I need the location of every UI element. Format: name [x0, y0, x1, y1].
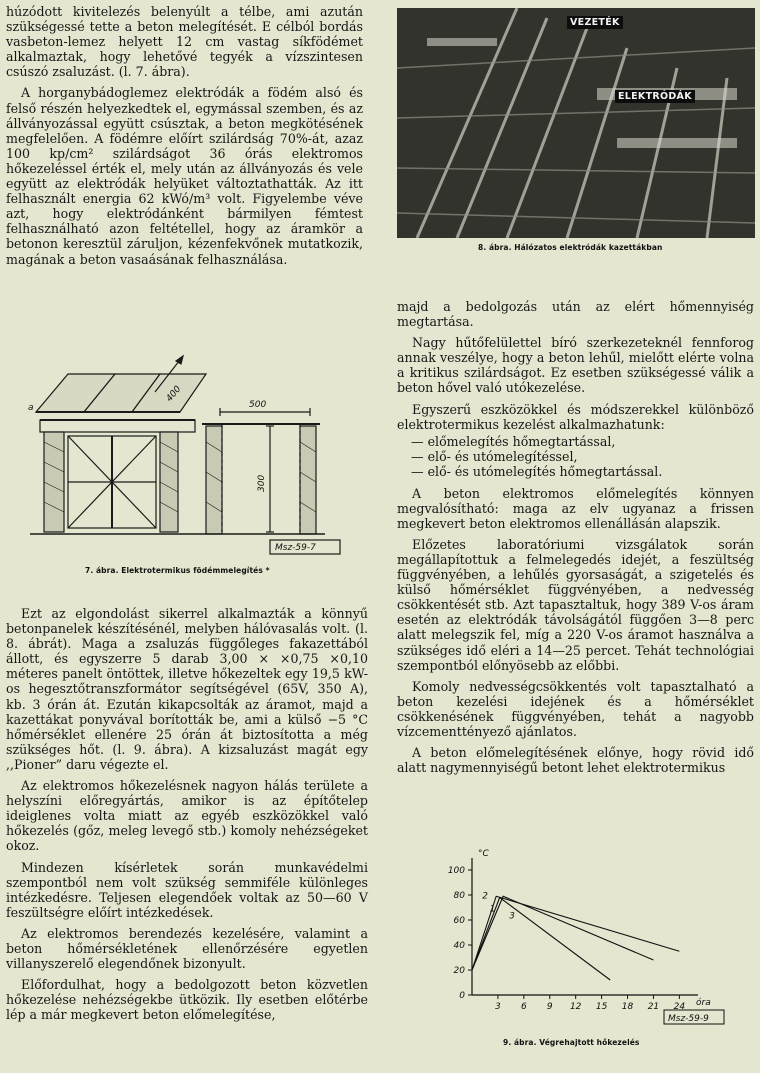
label-a: a [28, 403, 34, 413]
list-item: — előmelegítés hőmegtartással, [411, 434, 754, 449]
paragraph: A beton előmelegítésének előnye, hogy rövid idő alatt nagymennyiségű betont lehet elektrotermikus [397, 745, 754, 776]
dimension-300: 300 [257, 474, 267, 492]
y-tick-label: 60 [453, 916, 465, 926]
x-tick-label: 15 [595, 1002, 608, 1012]
x-tick-label: 21 [647, 1002, 660, 1012]
paragraph: Az elektromos hőkezelésnek nagyon hálás területe a helyszíni előregyártás, amikor is az építőtelep ideiglenes volta miatt az egyéb eszközökkel való hőkezelés (gőz, meleg levegő stb.) komoly nehézségeket okoz. [6, 778, 368, 854]
figure-9-caption: 9. ábra. Végrehajtott hőkezelés [503, 1038, 640, 1047]
series-label-3: 3 [509, 911, 515, 922]
x-tick-label: 24 [673, 1002, 686, 1012]
paragraph: Mindezen kísérletek során munkavédelmi szempontból nem volt szükség semmiféle különleges intézkedésre. Teljesen elegendőek voltak az 50—60 V feszültségre előírt intézkedések. [6, 859, 368, 920]
paragraph: Előfordulhat, hogy a bedolgozott beton közvetlen hőkezelése nehézségekbe ütközik. Ily esetben előtérbe lép a már megkevert beton előmelegítése, [6, 977, 368, 1023]
x-tick-label: 18 [621, 1002, 634, 1012]
left-column-top [6, 4, 363, 273]
figure-9-stamp: Msz-59-9 [668, 1014, 709, 1024]
x-tick-label: 3 [495, 1002, 501, 1012]
y-tick-label: 0 [459, 991, 465, 1001]
photo-texture [397, 8, 755, 238]
list-item: — elő- és utómelegítéssel, [411, 449, 754, 464]
y-tick-label: 40 [453, 941, 465, 951]
paragraph: húzódott kivitelezés belenyúlt a télbe, ami azután szükségessé tette a beton melegítését. E célból bordás vasbeton-lemez helyett 12 cm vastag síkfödémet alkalmaztak, hogy lehetővé tegyék a vízszintesen csúszó zsaluzást. (l. 7. ábra). [6, 4, 363, 80]
paragraph: Nagy hűtőfelülettel bíró szerkezeteknél fennforog annak veszélye, hogy a beton lehűl, mielőtt elérte volna a kritikus szilárdságot. Ez esetben szükségessé válik a beton hővel való utókezelése. [397, 335, 754, 396]
figure-7-stamp: Msz-59-7 [275, 543, 316, 553]
x-tick-label: 9 [546, 1002, 553, 1012]
y-tick-label: 100 [447, 866, 465, 876]
series-label-2: 2 [482, 891, 488, 902]
dimension-400: 400 [164, 384, 184, 404]
y-axis-unit: °C [478, 849, 489, 859]
tag-elektrodak: ELEKTRÓDÁK [615, 90, 695, 103]
x-tick-label: 6 [520, 1002, 527, 1012]
figure-7-caption: 7. ábra. Elektrotermikus födémmelegítés * [85, 566, 270, 575]
paragraph: Ezt az elgondolást sikerrel alkalmazták a könnyű betonpanelek készítésénél, melyben hálóvasalás volt. (l. 8. ábrát). Maga a zsaluzás függőleges fakazettából állott, és egyszerre 5 darab 3,00 × ×0,75 ×0,10 méteres panelt öntöttek, illetve hőkezeltek egy 19,5 kW-os hegesztőtranszformátor segítségével (65V, 350 A), kb. 3 órán át. Ezután kikapcsolták az áramot, majd a kazettákat ponyvával borították be, ami a külső −5 °C hőmérséklet ellenére 25 órán át biztosította a még szükséges hőt. (l. 9. ábra). A kizsaluzást magát egy ,,Pioner” daru végezte el. [6, 606, 368, 772]
paragraph: Előzetes laboratóriumi vizsgálatok során megállapítottuk a felmelegedés idejét, a feszültség függvényében, a lehűlés gyorsaságát, a szigetelés és külső hőmérséklet függvényében, a nedvesség csökkentését stb. Azt tapasztaltuk, hogy 389 V-os áram esetén az elektródák távolságától függően 3—8 perc alatt melegszik fel, míg a 220 V-os áramot használva a szükséges idő eléri a 14—25 percet. Tehát technológiai szempontból előnyösebb az előbbi. [397, 536, 754, 673]
series-line-3 [472, 896, 653, 970]
paragraph: Egyszerű eszközökkel és módszerekkel különböző elektrotermikus kezelést alkalmazhatunk: [397, 401, 754, 432]
right-column [397, 299, 754, 781]
paragraph: A horganybádoglemez elektródák a födém alsó és felső részén helyezkedtek el, egymással szemben, és az állványozással együtt csúsztak, a beton megkötésének megfelelően. A födémre előírt szilárdság 70%-át, azaz 100 kp/cm² szilárdságot 36 órás elektromos hőkezeléssel érték el, mely után az állványozás és vele együtt az elektródák helyüket változtathatták. Az itt felhasznált energia 62 kWó/m³ volt. Figyelembe véve azt, hogy elektródánként bármilyen fémtest felhasználható azon feltétellel, hogy az áramkör a betonon keresztül záruljon, kézenfekvőnek mutatkozik, magának a beton vasaásának felhasználása. [6, 85, 363, 267]
figure-9-chart [440, 840, 740, 1030]
y-tick-label: 20 [453, 966, 465, 976]
figure-7-drawing [20, 352, 360, 567]
series-line-2 [472, 896, 679, 970]
tag-vezetek: VEZETÉK [567, 16, 623, 29]
y-tick-label: 80 [453, 891, 465, 901]
x-axis-unit: óra [696, 998, 711, 1008]
figure-7 [20, 352, 360, 567]
paragraph: Az elektromos berendezés kezelésére, valamint a beton hőmérsékletének ellenőrzésére egyetlen villanyszerelő elegendőnek bizonyult. [6, 925, 368, 972]
x-tick-label: 12 [569, 1002, 582, 1012]
paragraph: Komoly nedvességcsökkentés volt tapasztalható a beton kezelési idejének és a hőmérséklet csökkenésének függvényében, tehát a nagyobb vízcementtényező ajánlatos. [397, 678, 754, 740]
method-list [397, 434, 754, 480]
series-label-1: 1 [489, 904, 496, 915]
figure-8-caption: 8. ábra. Hálózatos elektródák kazettákban [478, 243, 663, 252]
left-column-bottom [6, 606, 368, 1028]
paragraph: majd a bedolgozás után az elért hőmennyiség megtartása. [397, 299, 754, 330]
paragraph: A beton elektromos előmelegítés könnyen megvalósítható: maga az elv ugyanaz a frissen megkevert beton elektromos ellenállásán alapszik. [397, 485, 754, 531]
chart-svg [440, 840, 740, 1030]
figure-8-photo [397, 8, 755, 238]
dimension-500: 500 [249, 400, 267, 410]
list-item: — elő- és utómelegítés hőmegtartással. [411, 464, 754, 479]
